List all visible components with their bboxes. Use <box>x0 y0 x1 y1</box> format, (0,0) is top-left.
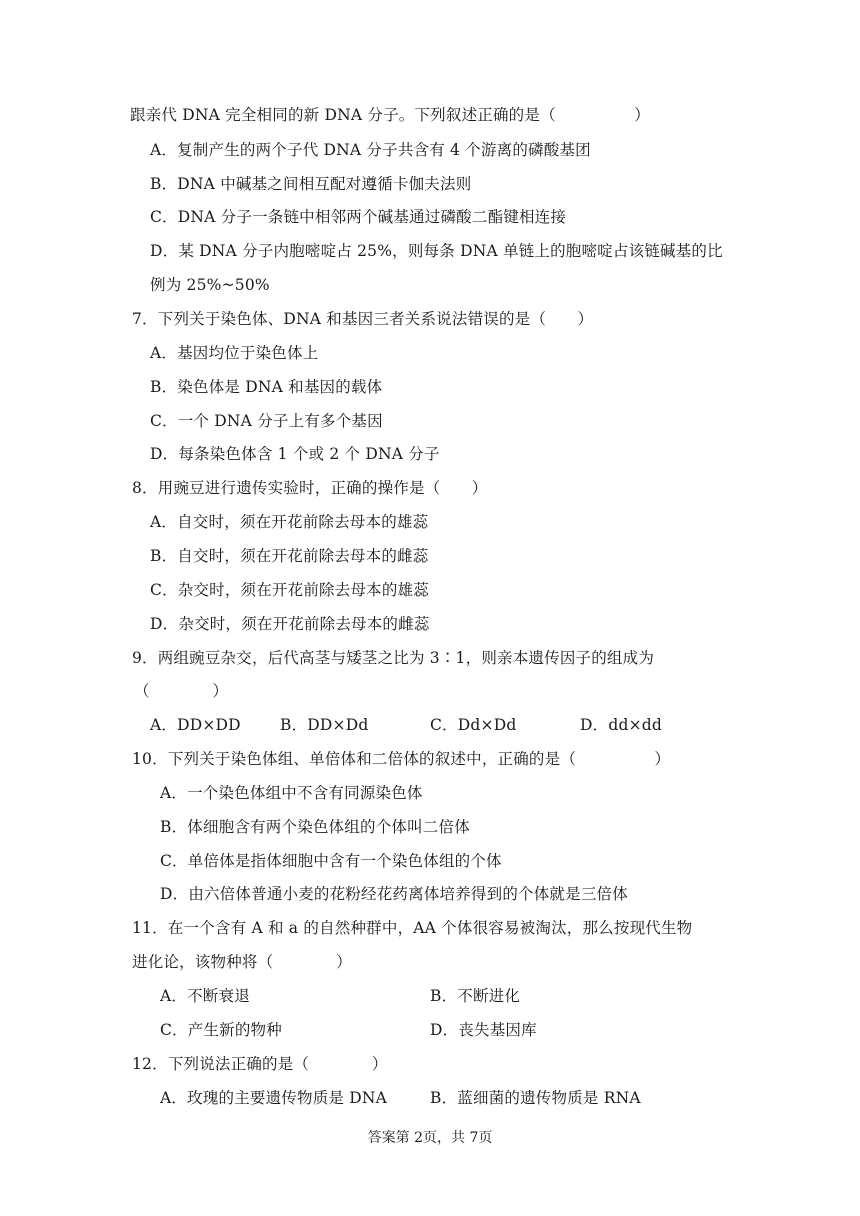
page-footer: 答案第 2页，共 7页 <box>367 1130 493 1146</box>
q6-option-d-continuation: 例为 25%~50% <box>150 276 270 294</box>
q6-option-c: C．DNA 分子一条链中相邻两个碱基通过磷酸二酯键相连接 <box>150 208 567 226</box>
q11-option-b: B．不断进化 <box>430 987 521 1005</box>
q10-option-d: D．由六倍体普通小麦的花粉经花药离体培养得到的个体就是三倍体 <box>160 885 628 903</box>
q7-option-b: B．染色体是 DNA 和基因的载体 <box>150 378 383 396</box>
q11-stem: 11．在一个含有 A 和 a 的自然种群中，AA 个体很容易被淘汰，那么按现代生物 <box>132 919 693 937</box>
q9-option-c: C．Dd×Dd <box>430 716 517 734</box>
q12-option-b: B．蓝细菌的遗传物质是 RNA <box>430 1089 641 1107</box>
q10-option-a: A．一个染色体组中不含有同源染色体 <box>160 784 423 802</box>
q10-option-b: B．体细胞含有两个染色体组的个体叫二倍体 <box>160 818 470 836</box>
q8-option-c: C．杂交时，须在开花前除去母本的雄蕊 <box>150 581 429 599</box>
q11-option-a: A．不断衰退 <box>160 987 250 1005</box>
q8-stem: 8．用豌豆进行遗传实验时，正确的操作是（ ） <box>132 479 488 497</box>
q12-option-a: A．玫瑰的主要遗传物质是 DNA <box>160 1089 388 1107</box>
q6-option-b: B．DNA 中碱基之间相互配对遵循卡伽夫法则 <box>150 175 472 193</box>
q6-stem-continuation: 跟亲代 DNA 完全相同的新 DNA 分子。下列叙述正确的是（ ） <box>130 106 650 124</box>
q12-stem: 12．下列说法正确的是（ ） <box>132 1055 388 1073</box>
q8-option-b: B．自交时，须在开花前除去母本的雌蕊 <box>150 547 429 565</box>
q6-option-a: A．复制产生的两个子代 DNA 分子共含有 4 个游离的磷酸基团 <box>150 141 591 159</box>
q9-answer-blank: （ ） <box>134 682 229 700</box>
q9-option-d: D．dd×dd <box>580 716 663 734</box>
q7-option-a: A．基因均位于染色体上 <box>150 344 319 362</box>
q8-option-a: A．自交时，须在开花前除去母本的雄蕊 <box>150 513 429 531</box>
q9-option-a: A．DD×DD <box>150 716 241 734</box>
q6-option-d: D．某 DNA 分子内胞嘧啶占 25%，则每条 DNA 单链上的胞嘧啶占该链碱基的比 <box>150 242 723 260</box>
q7-stem: 7．下列关于染色体、DNA 和基因三者关系说法错误的是（ ） <box>132 310 594 328</box>
q9-option-b: B．DD×Dd <box>280 716 369 734</box>
q11-option-d: D．丧失基因库 <box>430 1021 537 1039</box>
q11-stem-continuation: 进化论，该物种将（ ） <box>132 953 352 971</box>
q9-stem: 9．两组豌豆杂交，后代高茎与矮茎之比为 3∶1，则亲本遗传因子的组成为 <box>132 649 655 667</box>
q7-option-d: D．每条染色体含 1 个或 2 个 DNA 分子 <box>150 445 440 463</box>
q11-option-c: C．产生新的物种 <box>160 1021 282 1039</box>
q7-option-c: C．一个 DNA 分子上有多个基因 <box>150 412 383 430</box>
q10-option-c: C．单倍体是指体细胞中含有一个染色体组的个体 <box>160 852 502 870</box>
q8-option-d: D．杂交时，须在开花前除去母本的雌蕊 <box>150 615 430 633</box>
q10-stem: 10．下列关于染色体组、单倍体和二倍体的叙述中，正确的是（ ） <box>132 750 671 768</box>
